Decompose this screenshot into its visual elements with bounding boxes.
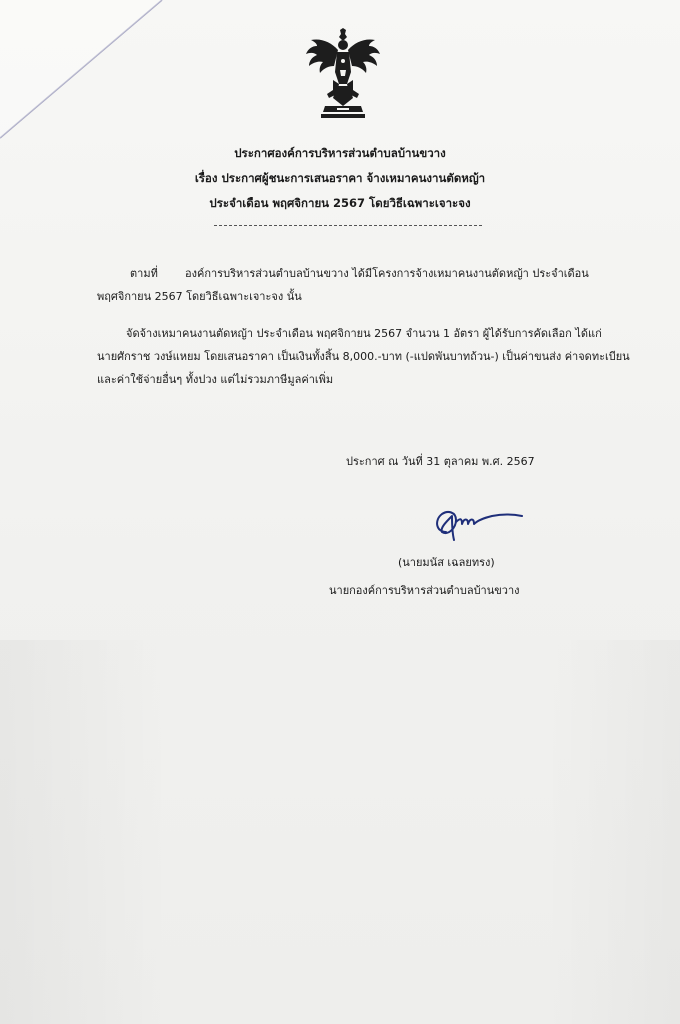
header-divider — [214, 225, 482, 226]
paragraph-1-line-2: พฤศจิกายน 2567 โดยวิธีเฉพาะเจาะจง นั้น — [97, 290, 302, 303]
header-line-2: เรื่อง ประกาศผู้ชนะการเสนอราคา จ้างเหมาคนงานตัดหญ้า — [194, 171, 486, 185]
announcement-date: ประกาศ ณ วันที่ 31 ตุลาคม พ.ศ. 2567 — [346, 455, 535, 468]
header-line-3: ประจำเดือน พฤศจิกายน 2567 โดยวิธีเฉพาะเจาะจง — [209, 196, 471, 210]
garuda-emblem-icon — [303, 28, 383, 120]
paragraph-1-text: องค์การบริหารส่วนตำบลบ้านขวาง ได้มีโครงการจ้างเหมาคนงานตัดหญ้า ประจำเดือน — [185, 267, 589, 280]
paragraph-2-text: จัดจ้างเหมาคนงานตัดหญ้า ประจำเดือน พฤศจิกายน 2567 จำนวน 1 อัตรา ผู้ได้รับการคัดเลือก ได้แก่ — [126, 327, 602, 340]
signer-name: (นายมนัส เฉลยทรง) — [398, 556, 495, 569]
paragraph-2-line-2: นายศักราช วงษ์แหยม โดยเสนอราคา เป็นเงินทั้งสิ้น 8,000.-บาท (-แปดพันบาทถ้วน-) เป็นค่าขนส่ง ค่าจดทะเบียน — [97, 350, 630, 363]
paragraph-2-line-3: และค่าใช้จ่ายอื่นๆ ทั้งปวง แต่ไม่รวมภาษีมูลค่าเพิ่ม — [97, 373, 334, 386]
announcement-header — [0, 141, 680, 216]
header-line-1: ประกาศองค์การบริหารส่วนตำบลบ้านขวาง — [234, 146, 446, 160]
paragraph-2-line-1 — [97, 322, 602, 345]
scan-shadow — [0, 640, 680, 1024]
paragraph-1-line-1 — [97, 262, 589, 285]
signature-icon — [426, 502, 526, 544]
paragraph-1-lead: ตามที่ — [130, 267, 158, 280]
signer-title: นายกองค์การบริหารส่วนตำบลบ้านขวาง — [329, 584, 520, 597]
